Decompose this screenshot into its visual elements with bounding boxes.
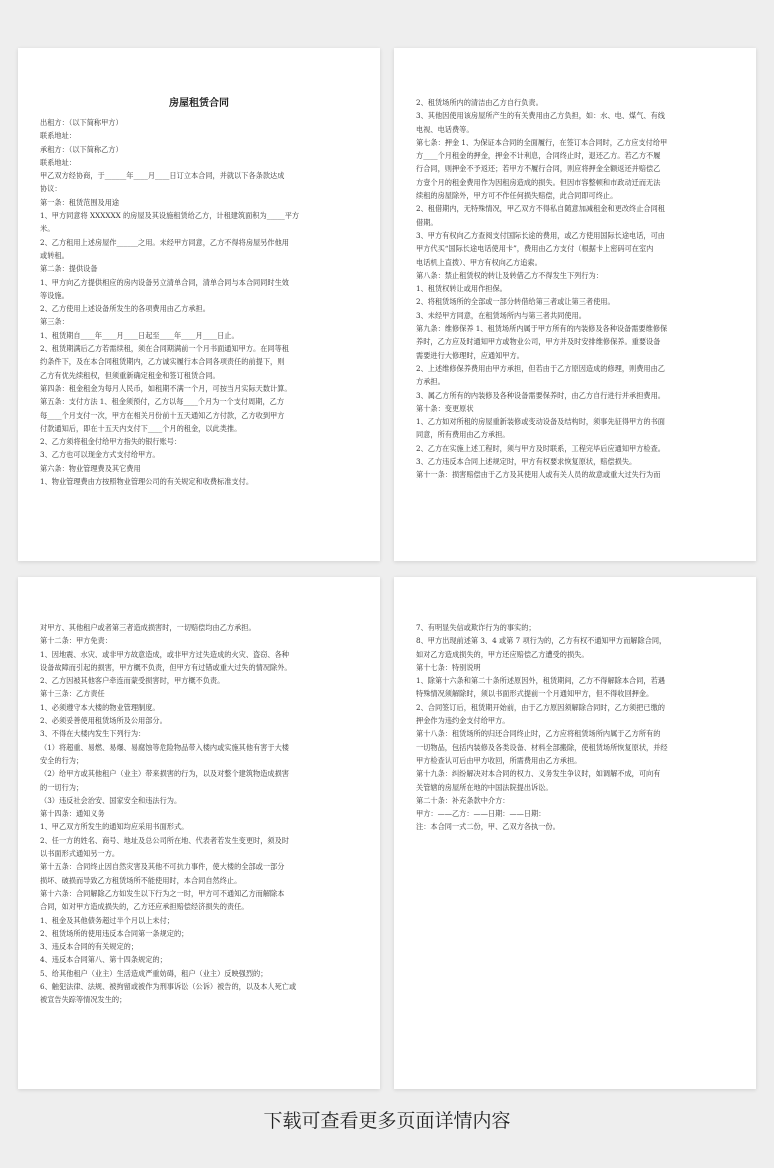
text-line: 3、未经甲方同意，在租赁场所内与第三者共同使用。 <box>416 310 586 320</box>
text-line: 1、因地震、水灾、或非甲方故意造成，或非甲方过失造成的火灾、盗窃、各种 <box>40 649 289 659</box>
text-line: 2、租赁场所内的清洁由乙方自行负责。 <box>416 98 543 107</box>
text-line: 等设施。 <box>40 290 69 300</box>
text-line: 2、乙方使用上述设备所发生的各项费用由乙方承担。 <box>40 304 210 314</box>
text-line: 方____个月租金的押金，押金不计利息，合同终止时，退还乙方。若乙方不履 <box>416 151 661 161</box>
text-line: 3、其他因使用该房屋所产生的有关费用由乙方负担，如：水、电、煤气、有线 <box>416 111 665 121</box>
text-line: 1、租金及其他债务超过半个月以上未付； <box>40 915 174 925</box>
text-line: 联系地址： <box>40 157 76 167</box>
text-line: 以书面形式通知另一方。 <box>40 849 120 859</box>
text-line: 对甲方、其他租户或者第三者造成损害时，一切赔偿均由乙方承担。 <box>40 623 256 632</box>
text-line: 3、违反本合同的有关规定的； <box>40 942 139 952</box>
text-line: 1、必须遵守本大楼的物业管理制度。 <box>40 702 160 712</box>
text-line: 或转租。 <box>40 250 69 260</box>
text-line: 1、物业管理费由方按照物业管理公司的有关规定和收费标准支付。 <box>40 477 254 487</box>
text-line: 方承担。 <box>416 377 445 387</box>
text-line: 借期。 <box>416 217 438 227</box>
text-line: 2、租赁场所的使用违反本合同第一条规定的； <box>40 928 189 938</box>
text-line: 电话机上直拨）、甲方有权向乙方追索。 <box>416 257 542 267</box>
text-line: （3）违反社会治安、国家安全和违法行为。 <box>40 795 182 805</box>
page-text <box>416 96 734 482</box>
download-more-caption[interactable]: 下载可查看更多页面详情内容 <box>263 1110 511 1132</box>
text-line: 3、乙方违反本合同上述规定时，甲方有权要求恢复原状，赔偿损失。 <box>416 457 637 467</box>
text-line: 2、将租赁场所的全部或一部分转借给第三者或让第三者使用。 <box>416 297 615 307</box>
text-line: 2、上述维修保养费用由甲方承担，但若由于乙方原因造成的修理，则费用由乙 <box>416 363 665 373</box>
text-line: 出租方：（以下简称甲方） <box>40 118 123 127</box>
text-line: 电视、电话费等。 <box>416 124 474 134</box>
text-line: 6、触犯法律、法规、被拘留或被作为刑事诉讼（公诉）被告的，以及本人死亡或 <box>40 982 297 992</box>
text-line: 方壹个月的租金费用作为因租房造成的损失。但因市容整顿和市政动迁而无法 <box>416 177 661 187</box>
text-line: 一切物品，包括内装修及各类设备、材料全部搬除，使租赁场所恢复原状，并经 <box>416 742 668 752</box>
text-line: 米。 <box>40 224 55 234</box>
text-line: 1、乙方如对所租的房屋重新装修或变动设备及结构时，须事先征得甲方的书面 <box>416 417 665 427</box>
text-line: 2、租赁期满后乙方若需续租，须在合同期满前一个月书面通知甲方。在同等租 <box>40 344 289 354</box>
text-line: 2、租借期内，无特殊情况，甲乙双方不得私自随意加减租金和更改终止合同租 <box>416 204 665 214</box>
text-line: 第五条：支付方法 1、租金须预付，乙方以每____个月为一个支付周期，乙方 <box>40 397 285 407</box>
text-line: 第四条：租金租金为每月人民币，如租期不满一个月，可按当月实际天数计算。 <box>40 383 292 393</box>
text-line: 第十九条：纠纷解决对本合同的权力、义务发生争议时，如调解不成，可向有 <box>416 769 661 779</box>
text-line: 第二条：提供设备 <box>40 264 98 274</box>
text-line: 关管辖的房屋所在地的中国法院提出诉讼。 <box>416 782 553 792</box>
text-line: 甲方检查认可后由甲方收回，所需费用由乙方承担。 <box>416 755 582 765</box>
page-text <box>40 116 358 488</box>
text-line: 甲方代买“国际长途电话使用卡”，费用由乙方支付（根据卡上密码可在室内 <box>416 244 654 254</box>
page-text <box>416 621 734 834</box>
text-line: 特殊情况须解除时，须以书面形式提前一个月通知甲方，但不得收回押金。 <box>416 689 654 699</box>
text-line: 的一切行为； <box>40 782 84 792</box>
text-line: 承租方：（以下简称乙方） <box>40 144 123 154</box>
text-line: 合同，如对甲方造成损失的，乙方还应承担赔偿经济损失的责任。 <box>40 902 249 912</box>
text-line: 第六条：物业管理费及其它费用 <box>40 463 141 473</box>
text-line: 养时，乙方应及时通知甲方或物业公司，甲方并及时安排维修保养。重要设备 <box>416 337 661 347</box>
text-line: 付款通知后，即在十五天内支付下____个月的租金，以此类推。 <box>40 423 242 433</box>
text-line: 设备故障而引起的损害，甲方概不负责，但甲方有过错或重大过失的情况除外。 <box>40 662 292 672</box>
text-line: 第十四条：通知义务 <box>40 809 105 819</box>
text-line: 第一条：租赁范围及用途 <box>40 197 120 207</box>
document-page-3 <box>18 577 380 1089</box>
text-line: 第十一条：损害赔偿由于乙方及其使用人或有关人员的故意或重大过失行为而 <box>416 470 661 480</box>
text-line: 第三条： <box>40 317 69 327</box>
text-line: 第八条：禁止租赁权的转让及转借乙方不得发生下列行为： <box>416 270 603 280</box>
text-line: 需要进行大修理时，应通知甲方。 <box>416 350 524 360</box>
text-line: 行合同，则押金不予返还；若甲方不履行合同，则应将押金全额返还并赔偿乙 <box>416 164 661 174</box>
document-page-4 <box>394 577 756 1089</box>
text-line: 每____个月支付一次，甲方在相关月份前十五天通知乙方付款，乙方收到甲方 <box>40 410 285 420</box>
text-line: 协议： <box>40 184 62 194</box>
document-page-1 <box>18 48 380 561</box>
text-line: 2、乙方在实施上述工程时，须与甲方及时联系，工程完毕后应通知甲方检查。 <box>416 443 665 453</box>
text-line: 第十八条：租赁场所的归还合同终止时，乙方应将租赁场所内属于乙方所有的 <box>416 729 661 739</box>
text-line: 如对乙方造成损失的，甲方还应赔偿乙方遭受的损失。 <box>416 649 589 659</box>
text-line: 1、甲方向乙方提供相应的房内设备另立清单合同，清单合同与本合同同时生效 <box>40 277 289 287</box>
text-line: 7、有明显失信或欺诈行为的事实的； <box>416 623 536 632</box>
text-line: 4、违反本合同第八、第十四条规定的； <box>40 955 167 965</box>
text-line: 1、租赁期自____年____月____日起至____年____月____日止。 <box>40 330 239 340</box>
text-line: 被宣告失踪等情况发生的； <box>40 995 127 1005</box>
text-line: 第九条：维修保养 1、租赁场所内属于甲方所有的内装修及各种设备需要维修保 <box>416 324 668 334</box>
text-line: 注：本合同一式二份，甲、乙双方各执一份。 <box>416 822 560 832</box>
text-line: 乙方有优先续租权，但须重新确定租金和签订租赁合同。 <box>40 370 220 380</box>
text-line: 第十六条：合同解除乙方如发生以下行为之一时，甲方可不通知乙方而解除本 <box>40 888 285 898</box>
text-line: 2、乙方因被其他客户牵连而蒙受损害时，甲方概不负责。 <box>40 676 225 686</box>
text-line: 8、甲方出现前述第 3、4 或第 7 项行为的，乙方有权不通知甲方而解除合同， <box>416 636 667 646</box>
text-line: 同意，所有费用由乙方承担。 <box>416 430 510 440</box>
text-line: 3、甲方有权向乙方查阅支付国际长途的费用，或乙方使用国际长途电话，可由 <box>416 230 665 240</box>
text-line: 第七条：押金 1、为保证本合同的全面履行，在签订本合同时，乙方应支付给甲 <box>416 137 668 147</box>
text-line: 2、乙方租用上述房屋作______之用。未经甲方同意，乙方不得将房屋另作他用 <box>40 237 289 247</box>
text-line: 第十条：变更原状 <box>416 403 474 413</box>
text-line: 2、任一方的姓名、商号、地址及总公司所在地、代表者若发生变更时，须及时 <box>40 835 289 845</box>
text-line: 1、甲乙双方所发生的通知均应采用书面形式。 <box>40 822 189 832</box>
text-line: 2、乙方须将租金付给甲方指失的银行账号： <box>40 437 182 447</box>
document-page-2 <box>394 48 756 561</box>
text-line: 1、甲方同意将 XXXXXX 的房屋及其设施租赁给乙方，计租建筑面积为_____平方 <box>40 211 300 221</box>
text-line: 1、除第十六条和第二十条所述原因外，租赁期间，乙方不得解除本合同，若遇 <box>416 676 665 686</box>
text-line: 第十三条：乙方责任 <box>40 689 105 699</box>
text-line: （2）给甲方或其他租户（业主）带来损害的行为，以及对整个建筑物造成损害 <box>40 769 289 779</box>
text-line: 安全的行为； <box>40 755 84 765</box>
text-line: 3、乙方也可以现金方式支付给甲方。 <box>40 450 160 460</box>
text-line: 续租的房屋除外，甲方可不作任何损失赔偿，此合同即可终止。 <box>416 191 618 201</box>
text-line: 约条件下，及在本合同租赁期内，乙方诚实履行本合同各项责任的前提下，则 <box>40 357 285 367</box>
text-line: 第二十条：补充条款中介方： <box>416 795 510 805</box>
text-line: 联系地址： <box>40 131 76 141</box>
text-line: 3、属乙方所有的内装修及各种设备需要保养时，由乙方自行进行并承担费用。 <box>416 390 665 400</box>
text-line: 5、给其他租户（业主）生活造成严重妨碍，租户（业主）反映强烈的； <box>40 968 268 978</box>
contract-title: 房屋租赁合同 <box>169 98 229 109</box>
text-line: 甲方：——乙方：——日期：——日期： <box>416 809 546 819</box>
text-line: 押金作为违约金支付给甲方。 <box>416 716 510 726</box>
text-line: 损坏、破损而导致乙方租赁场所不能使用时，本合同自然终止。 <box>40 875 242 885</box>
text-line: 3、不得在大楼内发生下列行为： <box>40 729 146 739</box>
text-line: 第十五条：合同终止因自然灾害及其他不可抗力事件，使大楼的全部或一部分 <box>40 862 285 872</box>
text-line: 第十二条：甲方免责： <box>40 636 112 646</box>
text-line: （1）将超重、易燃、易爆、易腐蚀等危险物品带入楼内或实施其他有害于大楼 <box>40 742 289 752</box>
page-text <box>40 621 358 1007</box>
text-line: 甲乙双方经协商，于______年____月____日订立本合同，并就以下各条款达成 <box>40 171 285 181</box>
text-line: 2、必须妥善使用租赁场所及公用部分。 <box>40 716 167 726</box>
text-line: 2、合同签订后，租赁期开始前，由于乙方原因须解除合同时，乙方须把已缴的 <box>416 702 665 712</box>
text-line: 1、租赁权转让或用作担保。 <box>416 284 507 294</box>
text-line: 第十七条：特别说明 <box>416 662 481 672</box>
